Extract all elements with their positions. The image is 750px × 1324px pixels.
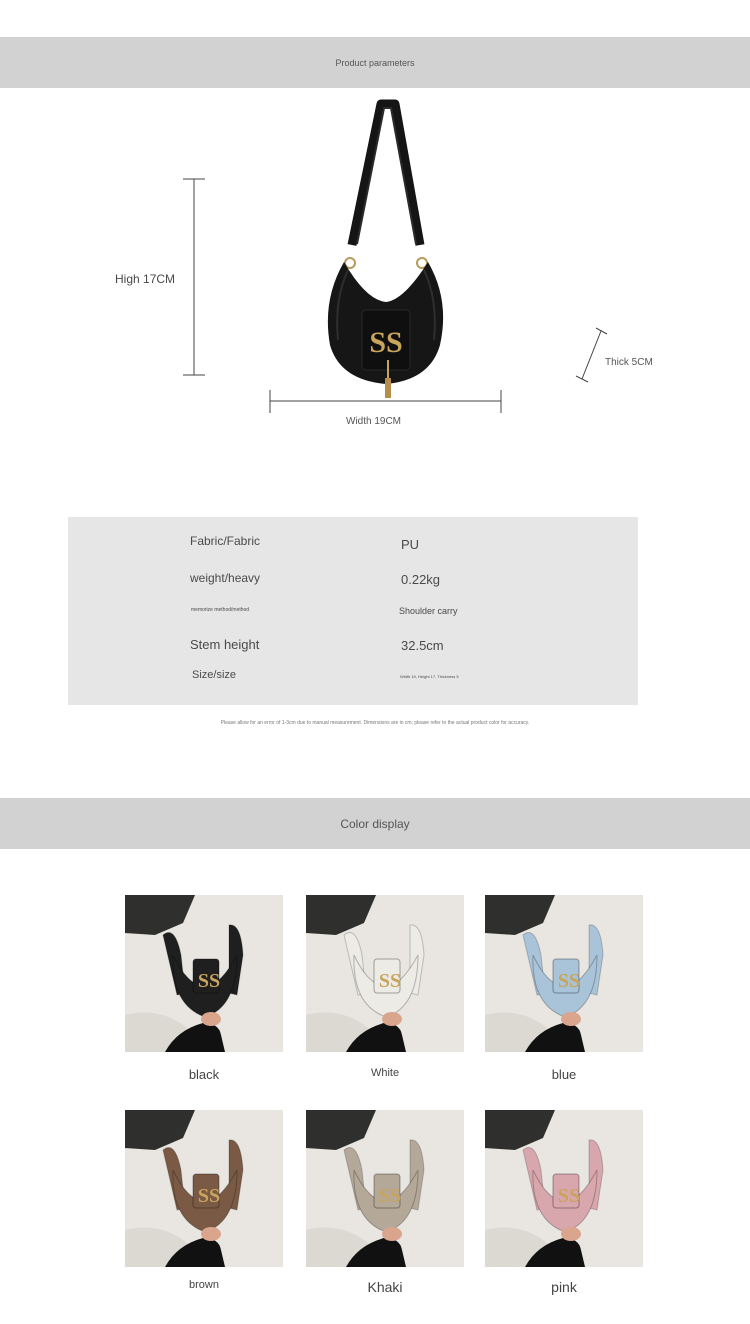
color-label-pink: pink	[551, 1279, 577, 1295]
color-display-header	[0, 798, 750, 849]
color-swatch-khaki[interactable]	[306, 1110, 464, 1267]
bag-strap	[352, 104, 420, 245]
bag-logo: SS	[369, 326, 403, 359]
color-swatch-blue[interactable]	[485, 895, 643, 1052]
bag-photo-pink	[485, 1110, 643, 1267]
color-label-brown: brown	[189, 1279, 219, 1291]
bag-photo-brown	[125, 1110, 283, 1267]
color-swatch-black[interactable]	[125, 895, 283, 1052]
measurement-note: Please allow for an error of 1-3cm due to manual measurement. Dimensions are in cm; please refer to the actual product color for accuracy.	[220, 720, 530, 726]
spec-size-key: Size/size	[192, 669, 237, 681]
color-display-title: Color display	[340, 816, 410, 831]
color-swatch-brown[interactable]	[125, 1110, 283, 1267]
spec-stem-value: 32.5cm	[401, 638, 444, 653]
thickness-label: Thick 5CM	[605, 357, 653, 368]
bag-photo-khaki	[306, 1110, 464, 1267]
bag-photo-white	[306, 895, 464, 1052]
svg-text:SS: SS	[557, 1185, 581, 1207]
spec-fabric-value: PU	[401, 537, 420, 552]
height-label: High 17CM	[115, 272, 176, 286]
svg-text:SS: SS	[197, 970, 221, 992]
product-parameters-header	[0, 37, 750, 88]
spec-weight-value: 0.22kg	[401, 572, 441, 587]
spec-fabric-key: Fabric/Fabric	[190, 534, 261, 548]
color-label-white: White	[370, 1067, 400, 1079]
spec-size-value: Width 19, Height 17, Thickness 5	[400, 674, 459, 679]
spec-stem-key: Stem height	[190, 637, 260, 652]
bag-photo-blue	[485, 895, 643, 1052]
svg-text:SS: SS	[557, 970, 581, 992]
bag-photo-black	[125, 895, 283, 1052]
spec-method-value: Shoulder carry	[399, 606, 458, 616]
color-label-blue: blue	[551, 1067, 577, 1082]
color-label-khaki: Khaki	[367, 1279, 403, 1295]
product-parameters-title: Product parameters	[335, 57, 415, 68]
thickness-measure-line	[582, 331, 601, 379]
spec-method-key: memorize method/method	[191, 607, 250, 613]
color-swatch-white[interactable]	[306, 895, 464, 1052]
svg-text:SS: SS	[378, 970, 402, 992]
svg-text:SS: SS	[378, 1185, 402, 1207]
color-swatch-pink[interactable]	[485, 1110, 643, 1267]
specs-table	[68, 517, 638, 705]
width-label: Width 19CM	[346, 416, 402, 427]
product-dimension-figure	[0, 88, 750, 448]
color-label-black: black	[188, 1067, 220, 1082]
svg-text:SS: SS	[197, 1185, 221, 1207]
spec-weight-key: weight/heavy	[190, 571, 261, 585]
